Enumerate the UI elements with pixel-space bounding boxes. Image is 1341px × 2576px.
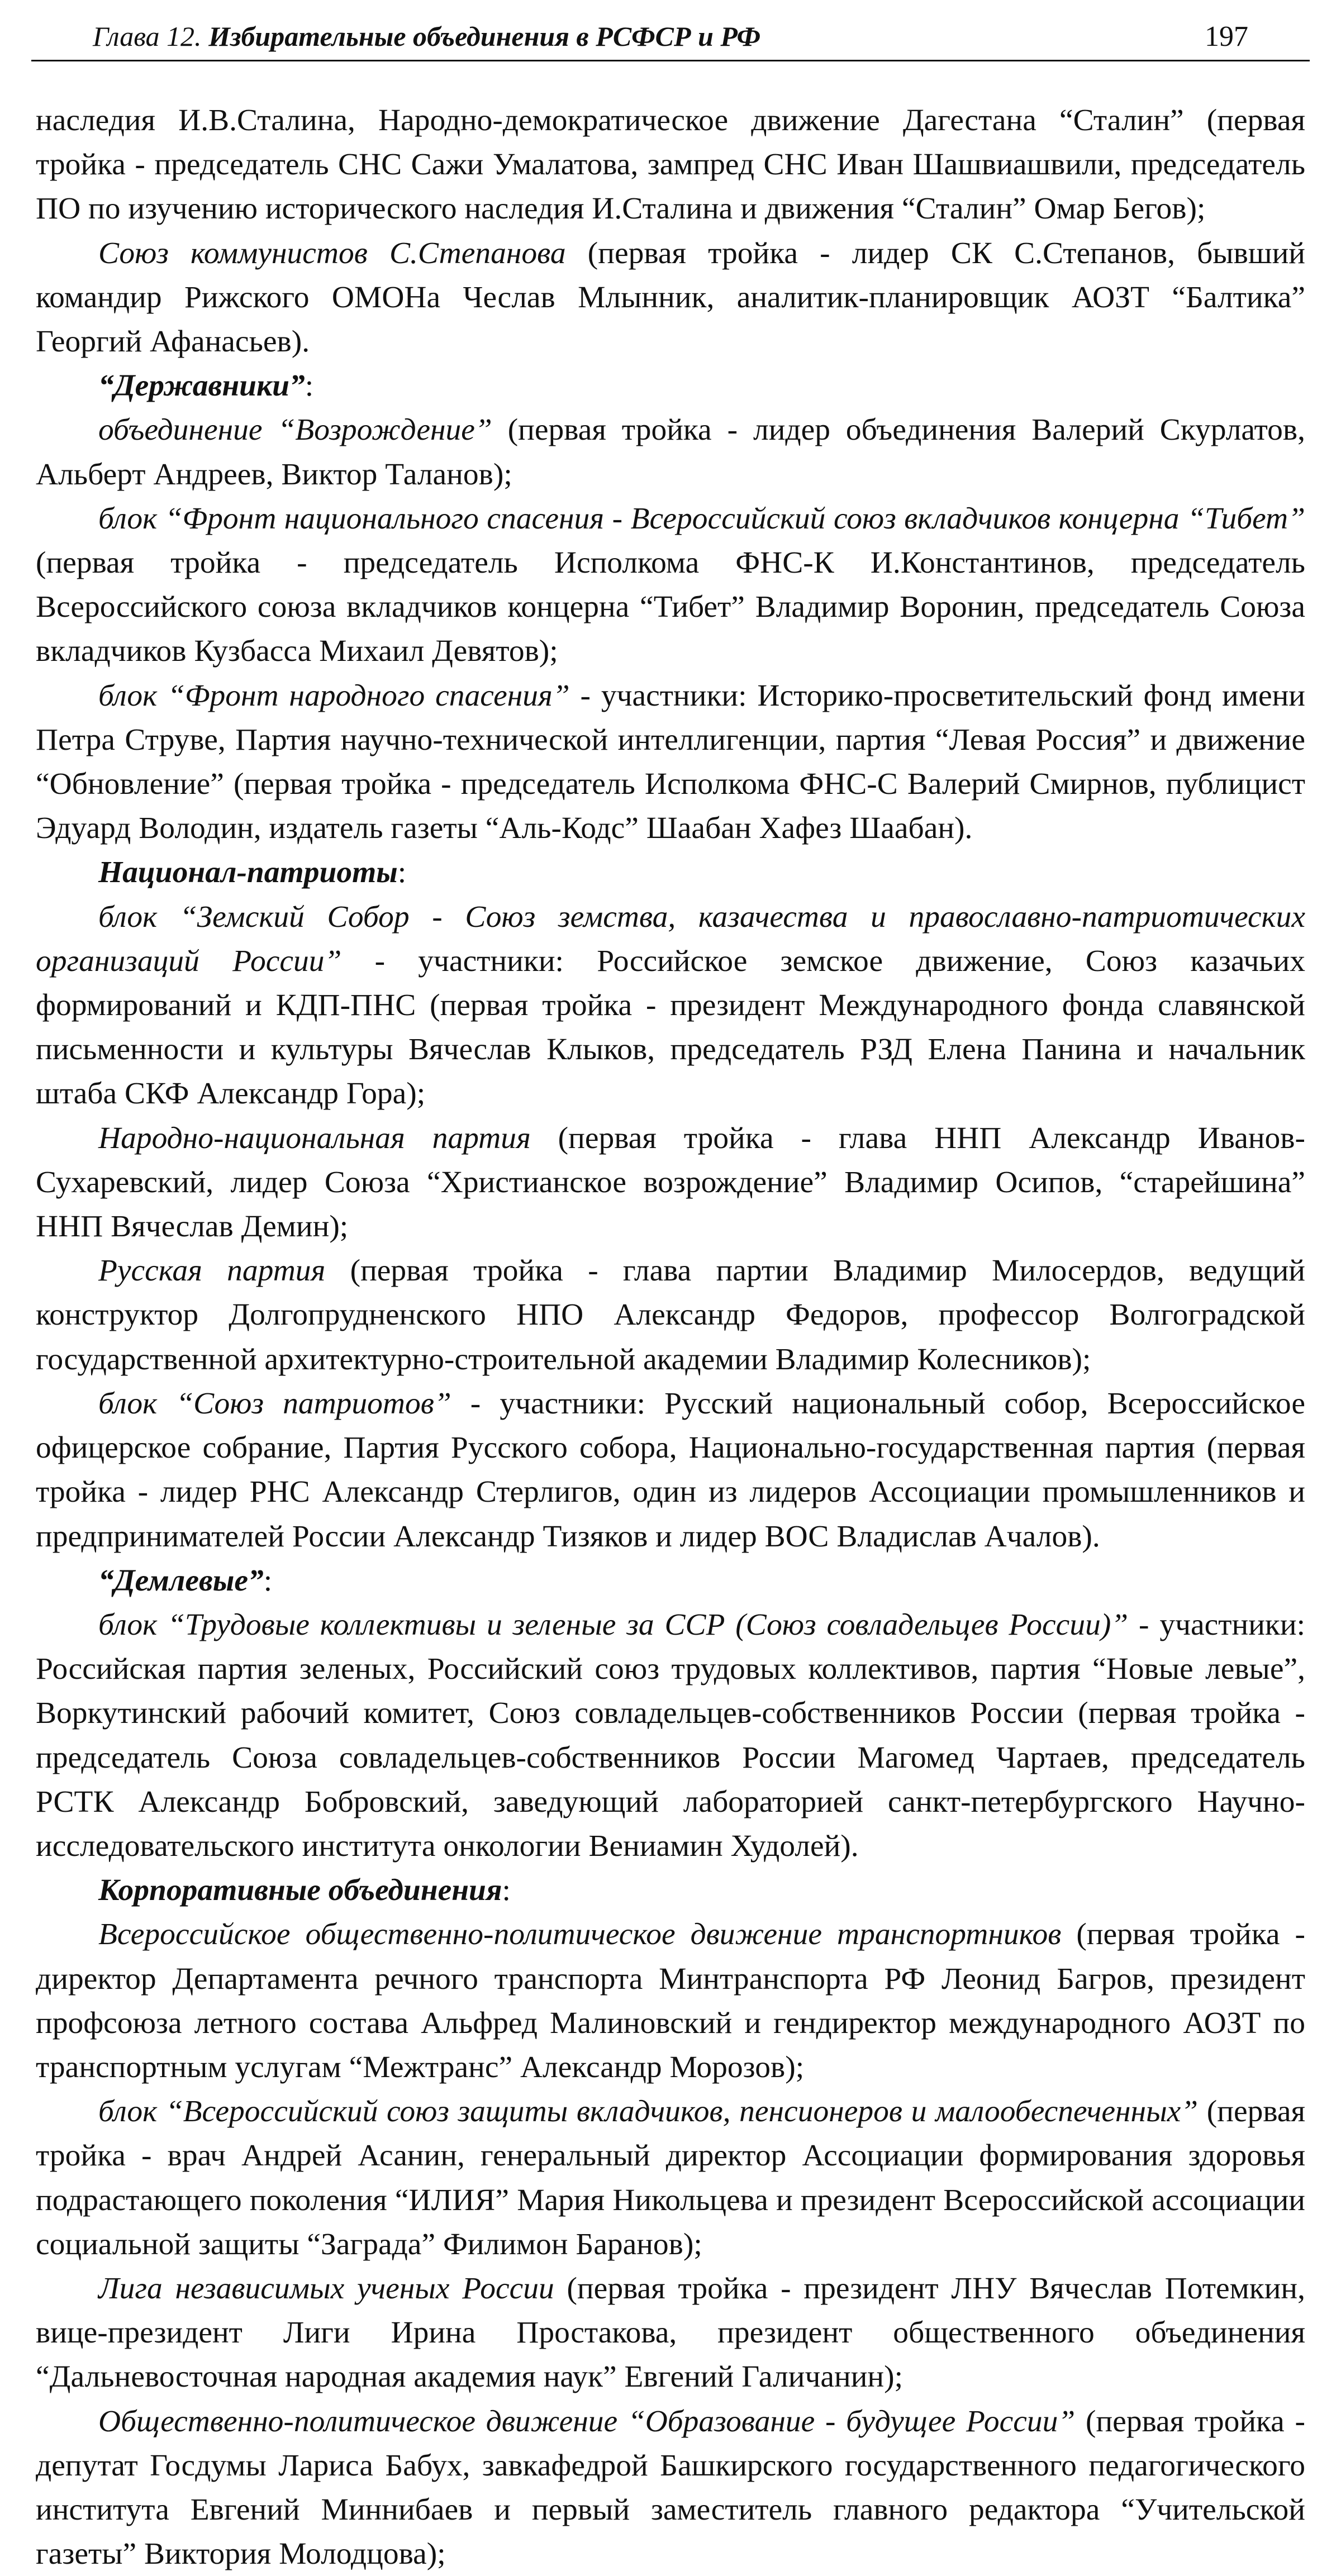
organization-name: Русская партия <box>98 1254 326 1288</box>
section-heading: “Демлевые” <box>98 1563 264 1598</box>
paragraph-text: (первая тройка - лидер объединения Валерий Скурлатов, Альберт Андреев, Виктор Таланов); <box>36 413 1305 492</box>
paragraph <box>36 364 1305 408</box>
organization-name: блок “Трудовые коллективы и зеленые за ССР (Союз совладельцев России)” <box>98 1607 1129 1642</box>
paragraph <box>36 2399 1305 2576</box>
paragraph-text: - участники: Российская партия зеленых, Российский союз трудовых коллективов, партия “Новые левые”, Воркутинский рабочий комитет, Союз совладельцев-собственников России (первая тройка - председатель Союза совладельцев-собственников России Магомед Чартаев, председатель РСТК Александр Бобровский, заведующий лабораторией санкт-петербургского Научно-исследовательского института онкологии Вениамин Худолей). <box>36 1607 1305 1863</box>
chapter-heading: Избирательные объединения в РСФСР и РФ <box>208 21 761 52</box>
paragraph <box>36 98 1305 231</box>
paragraph-text: наследия И.В.Сталина, Народно-демократическое движение Дагестана “Сталин” (первая тройка - председатель СНС Сажи Умалатова, зампред СНС Иван Шашвиашвили, председатель ПО по изучению исторического наследия И.Сталина и движения “Сталин” Омар Бегов); <box>36 103 1305 226</box>
organization-name: Общественно-политическое движение “Образование - будущее России” <box>98 2404 1076 2439</box>
organization-name: Народно-национальная партия <box>98 1121 531 1155</box>
paragraph <box>36 850 1305 894</box>
paragraph-text: (первая тройка - председатель Исполкома ФНС-К И.Константинов, председатель Всероссийского союза вкладчиков концерна “Тибет” Владимир Воронин, председатель Союза вкладчиков Кузбасса Михаил Девятов); <box>36 546 1305 669</box>
paragraph <box>36 2267 1305 2399</box>
organization-name: Лига независимых ученых России <box>98 2271 554 2306</box>
paragraph <box>36 1603 1305 1868</box>
paragraph <box>36 408 1305 496</box>
organization-name: Всероссийское общественно-политическое движение транспортников <box>98 1917 1062 1952</box>
organization-name: объединение “Возрождение” <box>98 413 492 447</box>
paragraph-text: (первая тройка - директор Департамента речного транспорта Минтранспорта РФ Леонид Багров, президент профсоюза летного состава Альфред Малиновский и гендиректор международного АОЗТ по транспортным услугам “Межтранс” Александр Морозов); <box>36 1917 1305 2084</box>
paragraph-text: - участники: Русский национальный собор, Всероссийское офицерское собрание, Партия Русского собора, Национально-государственная партия (первая тройка - лидер РНС Александр Стерлигов, один из лидеров Ассоциации промышленников и предпринимателей России Александр Тизяков и лидер ВОС Владислав Ачалов). <box>36 1386 1305 1554</box>
organization-name: блок “Фронт народного спасения” <box>98 678 570 713</box>
section-heading: Национал-патриоты <box>98 855 398 890</box>
body-text <box>31 98 1310 2576</box>
paragraph <box>36 1559 1305 1603</box>
paragraph-text: (первая тройка - лидер СК С.Степанов, бывший командир Рижского ОМОНа Чеслав Млынник, аналитик-планировщик АОЗТ “Балтика” Георгий Афанасьев). <box>36 236 1306 359</box>
paragraph <box>36 1868 1305 1912</box>
running-header <box>31 17 1310 61</box>
section-heading: “Державники” <box>98 369 305 403</box>
paragraph-text: : <box>502 1873 511 1908</box>
organization-name: блок “Фронт национального спасения - Всероссийский союз вкладчиков концерна “Тибет” <box>98 501 1305 536</box>
paragraph <box>36 1382 1305 1559</box>
paragraph <box>36 231 1305 364</box>
paragraph <box>36 895 1305 1116</box>
paragraph-text: (первая тройка - глава партии Владимир Милосердов, ведущий конструктор Долгопрудненского НПО Александр Федоров, профессор Волгоградской государственной архитектурно-строительной академии Владимир Колесников); <box>36 1254 1306 1377</box>
paragraph <box>36 1912 1305 2089</box>
paragraph <box>36 1116 1305 1249</box>
paragraph-text: - участники: Российское земское движение, Союз казачьих формирований и КДП-ПНС (первая тройка - президент Международного фонда славянской письменности и культуры Вячеслав Клыков, председатель РЗД Елена Панина и начальник штаба СКФ Александр Гора); <box>36 944 1305 1111</box>
paragraph-text: - участники: Историко-просветительский фонд имени Петра Струве, Партия научно-технической интеллигенции, партия “Левая Россия” и движение “Обновление” (первая тройка - председатель Исполкома ФНС-С Валерий Смирнов, публицист Эдуард Володин, издатель газеты “Аль-Кодс” Шаабан Хафез Шаабан). <box>36 678 1305 846</box>
paragraph <box>36 2089 1305 2267</box>
paragraph-text: : <box>305 369 314 403</box>
paragraph-text: (первая тройка - президент ЛНУ Вячеслав Потемкин, вице-президент Лиги Ирина Простакова, президент общественного объединения “Дальневосточная народная академия наук” Евгений Галичанин); <box>36 2271 1306 2394</box>
organization-name: блок “Союз патриотов” <box>98 1386 451 1421</box>
chapter-title <box>93 17 760 56</box>
paragraph-text: (первая тройка - врач Андрей Асанин, генеральный директор Ассоциации формирования здоровья подрастающего поколения “ИЛИЯ” Мария Никольцева и президент Всероссийской ассоциации социальной защиты “Заграда” Филимон Баранов); <box>36 2094 1305 2261</box>
page-number: 197 <box>1205 21 1248 53</box>
organization-name: блок “Всероссийский союз защиты вкладчиков, пенсионеров и малообеспеченных” <box>98 2094 1199 2129</box>
organization-name: блок “Земский Собор - Союз земства, казачества и православно-патриотических организаций России” <box>36 899 1305 978</box>
organization-name: Союз коммунистов С.Степанова <box>98 236 566 270</box>
paragraph <box>36 674 1305 851</box>
paragraph <box>36 1249 1305 1382</box>
chapter-label: Глава 12. <box>93 21 202 52</box>
paragraph-text: : <box>263 1563 273 1598</box>
paragraph-text: : <box>397 855 407 890</box>
paragraph-text: (первая тройка - глава ННП Александр Иванов-Сухаревский, лидер Союза “Христианское возрождение” Владимир Осипов, “старейшина” ННП Вячеслав Демин); <box>36 1121 1305 1244</box>
section-heading: Корпоративные объединения <box>98 1873 502 1908</box>
paragraph-text: (первая тройка - депутат Госдумы Лариса Бабух, завкафедрой Башкирского государственного педагогического института Евгений Миннибаев и первый заместитель главного редактора “Учительской газеты” Виктория Молодцова); <box>36 2404 1305 2572</box>
paragraph <box>36 497 1305 674</box>
